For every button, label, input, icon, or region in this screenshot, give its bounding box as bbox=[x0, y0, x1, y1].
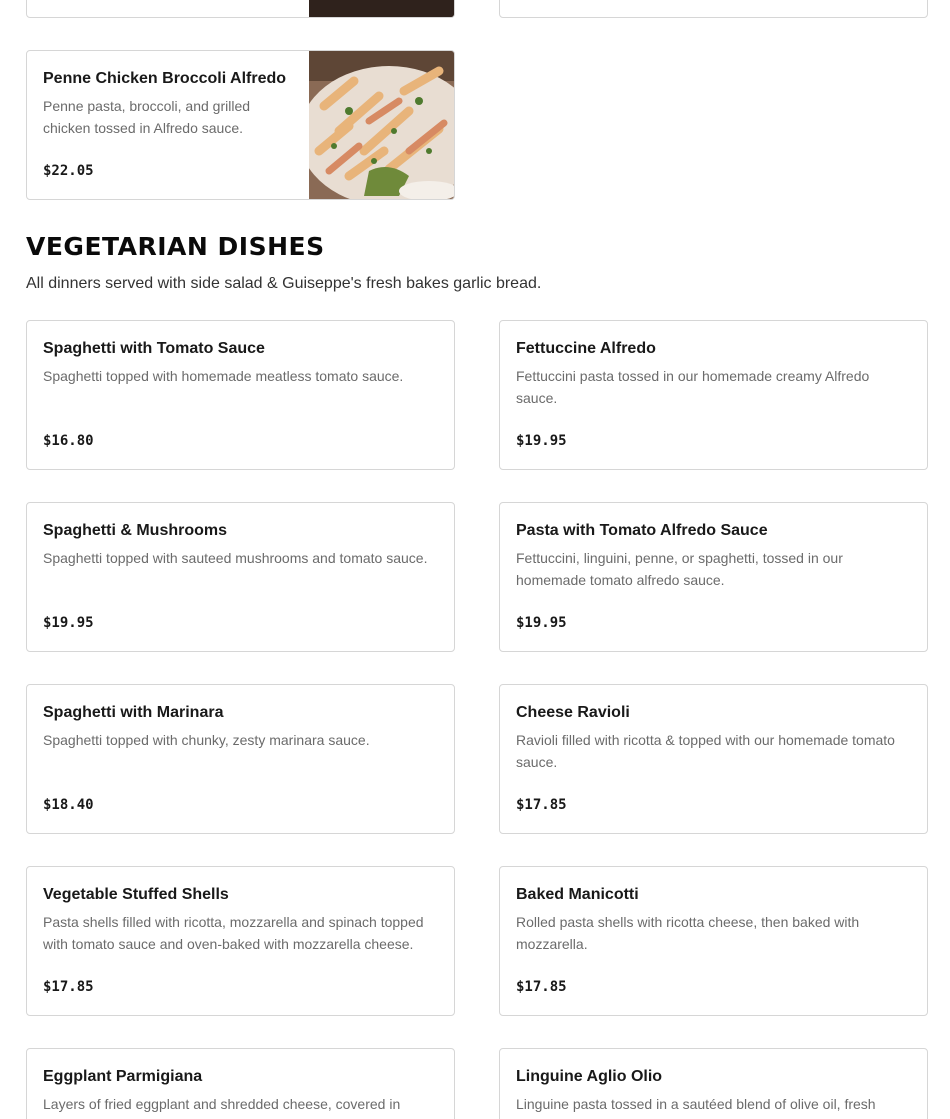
menu-item-price: $16.80 bbox=[43, 433, 94, 449]
menu-item-price: $22.05 bbox=[43, 163, 94, 179]
menu-item-card[interactable] bbox=[26, 866, 455, 1016]
menu-item-name: Fettuccine Alfredo bbox=[516, 340, 656, 357]
menu-item-card[interactable] bbox=[26, 684, 455, 834]
menu-item-card[interactable] bbox=[499, 866, 928, 1016]
menu-item-card[interactable] bbox=[499, 320, 928, 470]
menu-item-description: Spaghetti topped with homemade meatless tomato sauce. bbox=[43, 368, 404, 384]
menu-item-name: Vegetable Stuffed Shells bbox=[43, 886, 229, 903]
menu-item-name: Baked Manicotti bbox=[516, 886, 639, 903]
menu-item-name: Penne Chicken Broccoli Alfredo bbox=[43, 70, 287, 87]
menu-item-card[interactable] bbox=[26, 320, 455, 470]
menu-item-card[interactable] bbox=[499, 684, 928, 834]
menu-item-name: Spaghetti with Marinara bbox=[43, 704, 224, 721]
menu-item-card[interactable] bbox=[26, 1048, 455, 1119]
menu-item-card-partial-right[interactable] bbox=[499, 0, 928, 18]
menu-item-name: Linguine Aglio Olio bbox=[516, 1068, 663, 1085]
menu-item-price: $17.85 bbox=[516, 979, 567, 995]
section-title: VEGETARIAN DISHES bbox=[26, 232, 325, 261]
menu-item-price: $17.85 bbox=[43, 979, 94, 995]
menu-item-price: $17.85 bbox=[516, 797, 567, 813]
menu-item-description: Linguine pasta tossed in a sautéed blend of olive oil, fresh bbox=[516, 1096, 876, 1112]
menu-item-name: Pasta with Tomato Alfredo Sauce bbox=[516, 522, 768, 539]
menu-item-price: $19.95 bbox=[43, 615, 94, 631]
menu-item-description: Fettuccini, linguini, penne, or spaghetti, tossed in our homemade tomato alfredo sauce. bbox=[516, 550, 843, 588]
menu-item-price: $19.95 bbox=[516, 433, 567, 449]
menu-item-description: Fettuccini pasta tossed in our homemade creamy Alfredo sauce. bbox=[516, 368, 870, 406]
menu-item-body bbox=[43, 69, 294, 199]
menu-item-name: Spaghetti with Tomato Sauce bbox=[43, 340, 265, 357]
menu-item-description: Layers of fried eggplant and shredded cheese, covered in bbox=[43, 1096, 401, 1112]
menu-item-description: Spaghetti topped with sauteed mushrooms and tomato sauce. bbox=[43, 550, 428, 566]
menu-item-name: Eggplant Parmigiana bbox=[43, 1068, 203, 1085]
menu-item-price: $18.40 bbox=[43, 797, 94, 813]
menu-item-description: Ravioli filled with ricotta & topped with our homemade tomato sauce. bbox=[516, 732, 895, 770]
menu-item-card[interactable] bbox=[499, 1048, 928, 1119]
menu-item-card-partial-left[interactable] bbox=[26, 0, 455, 18]
menu-item-description: Spaghetti topped with chunky, zesty marinara sauce. bbox=[43, 732, 370, 748]
menu-item-price: $19.95 bbox=[516, 615, 567, 631]
dish-photo-partial bbox=[309, 0, 454, 17]
menu-item-description: Pasta shells filled with ricotta, mozzarella and spinach topped with tomato sauce and oven-baked with mozzarella cheese. bbox=[43, 914, 424, 952]
menu-item-card[interactable] bbox=[26, 50, 455, 200]
menu-item-name: Spaghetti & Mushrooms bbox=[43, 522, 228, 539]
menu-item-description: Rolled pasta shells with ricotta cheese, then baked with mozzarella. bbox=[516, 914, 860, 952]
dish-photo bbox=[309, 51, 454, 199]
menu-item-card[interactable] bbox=[26, 502, 455, 652]
section-subtitle: All dinners served with side salad & Guiseppe's fresh bakes garlic bread. bbox=[26, 275, 542, 292]
menu-item-card[interactable] bbox=[499, 502, 928, 652]
menu-item-name: Cheese Ravioli bbox=[516, 704, 630, 721]
menu-item-description: Penne pasta, broccoli, and grilled chicken tossed in Alfredo sauce. bbox=[43, 98, 251, 136]
